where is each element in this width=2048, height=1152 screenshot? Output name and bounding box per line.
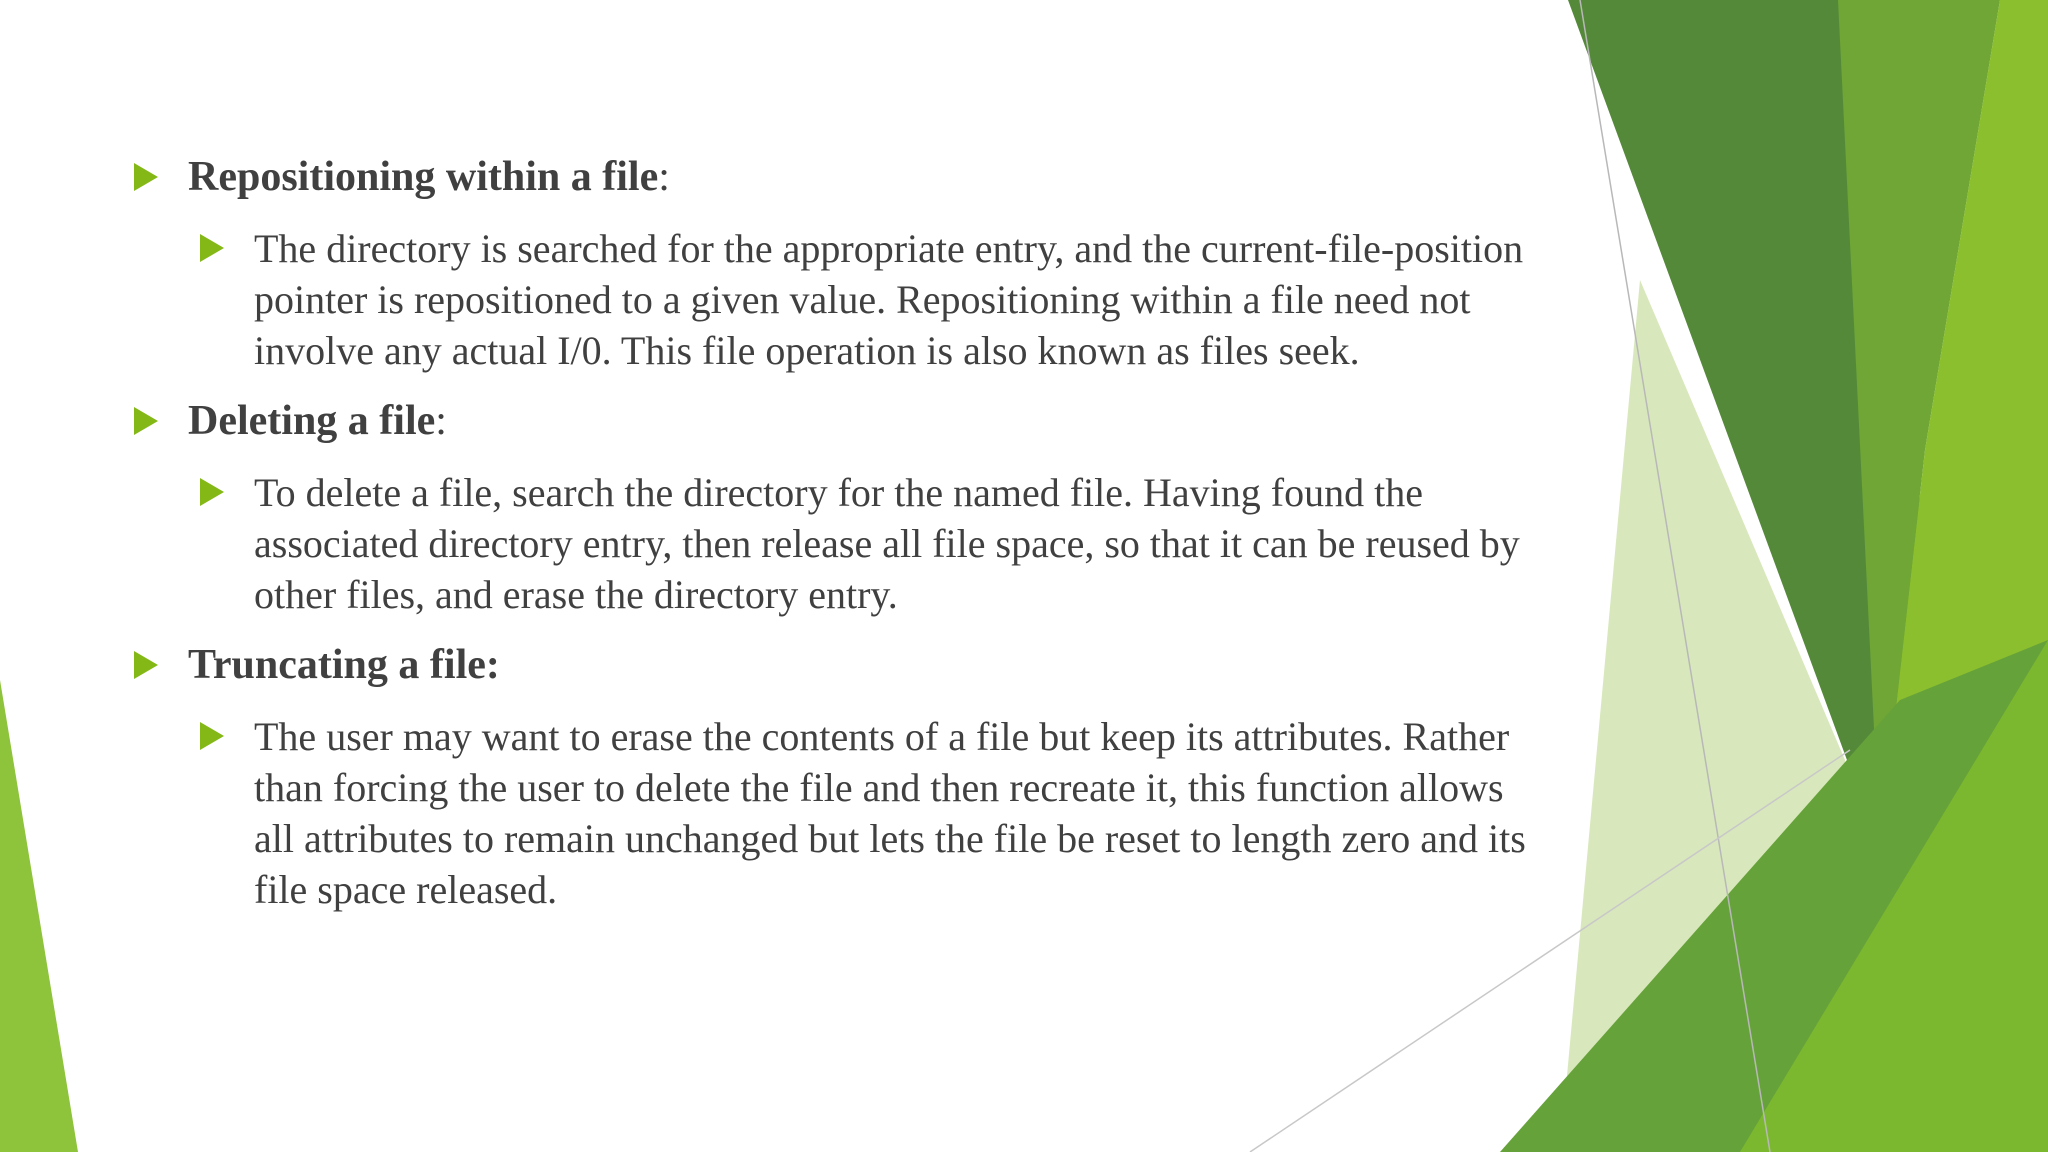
bullet-heading-suffix: : xyxy=(435,398,447,444)
bullet-heading-suffix: : xyxy=(658,154,670,200)
sub-bullet-text: To delete a file, search the directory for the named file. Having found the associated directory entry, then release all file space, so that it can be reused by other files, and erase the directory entry. xyxy=(254,470,1520,617)
triangle-bullet-icon xyxy=(134,651,158,679)
triangle-bullet-icon xyxy=(134,407,158,435)
triangle-bullet-icon xyxy=(200,722,224,750)
bullet-deleting xyxy=(128,396,1548,447)
sub-bullet-deleting xyxy=(194,467,1548,620)
triangle-bullet-icon xyxy=(200,234,224,262)
left-green-wedge xyxy=(0,680,78,1152)
bullet-repositioning xyxy=(128,152,1548,203)
sub-bullet-truncating xyxy=(194,711,1548,915)
slide-content xyxy=(128,152,1548,935)
bullet-heading: Truncating a file: xyxy=(188,642,500,688)
triangle-bullet-icon xyxy=(200,478,224,506)
bullet-heading: Repositioning within a file xyxy=(188,154,659,200)
bullet-truncating xyxy=(128,640,1548,691)
sub-bullet-text: The user may want to erase the contents of a file but keep its attributes. Rather than forcing the user to delete the file and then recreate it, this function allows all attributes to remain unchanged but lets the file be reset to length zero and its file space released. xyxy=(254,714,1526,912)
bullet-heading: Deleting a file xyxy=(188,398,436,444)
sub-bullet-repositioning xyxy=(194,223,1548,376)
triangle-bullet-icon xyxy=(134,163,158,191)
sub-bullet-text: The directory is searched for the appropriate entry, and the current-file-position pointer is repositioned to a given value. Repositioning within a file need not involve any actual I/0. This file operation is also known as files seek. xyxy=(254,226,1524,373)
